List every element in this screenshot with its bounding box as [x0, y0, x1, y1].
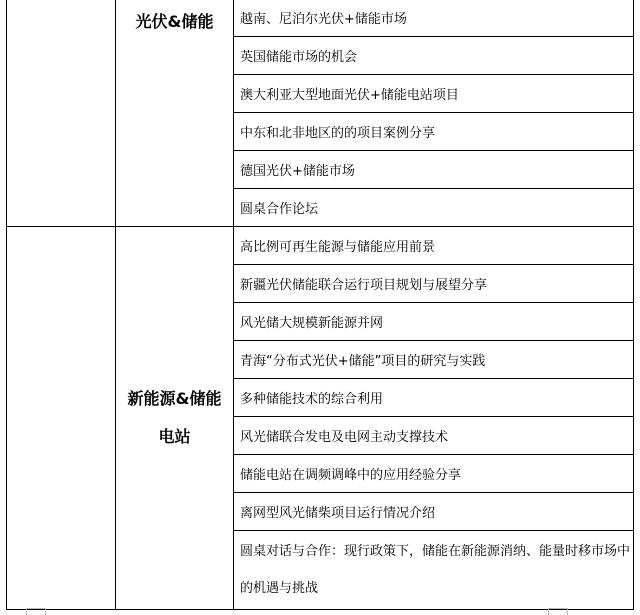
page-break-markers	[0, 606, 640, 614]
category-cell	[116, 227, 234, 610]
agenda-item: 青海“分布式光伏+储能”项目的研究与实践	[234, 341, 634, 379]
category-label: 光伏&储能	[135, 12, 214, 31]
agenda-item: 风光储大规模新能源并网	[234, 303, 634, 341]
table-row	[7, 227, 634, 265]
agenda-item: 德国光伏+储能市场	[234, 151, 634, 189]
category-label-line2: 电站	[158, 427, 191, 446]
agenda-item: 风光储联合发电及电网主动支撑技术	[234, 417, 634, 455]
table-row	[7, 0, 634, 37]
agenda-item: 越南、尼泊尔光伏+储能市场	[234, 0, 634, 37]
agenda-item: 离网型风光储柴项目运行情况介绍	[234, 493, 634, 531]
agenda-table	[6, 0, 634, 610]
empty-cell	[7, 227, 116, 610]
agenda-item: 英国储能市场的机会	[234, 37, 634, 75]
agenda-item: 储能电站在调频调峰中的应用经验分享	[234, 455, 634, 493]
agenda-item: 澳大利亚大型地面光伏+储能电站项目	[234, 75, 634, 113]
agenda-item: 中东和北非地区的的项目案例分享	[234, 113, 634, 151]
category-cell	[116, 0, 234, 227]
category-label-line1: 新能源&储能	[127, 389, 222, 408]
agenda-item: 多种储能技术的综合利用	[234, 379, 634, 417]
agenda-item: 圆桌对话与合作：现行政策下，储能在新能源消纳、能量时移市场中的机遇与挑战	[234, 531, 634, 610]
empty-cell	[7, 0, 116, 227]
agenda-item: 圆桌合作论坛	[234, 189, 634, 227]
agenda-item: 高比例可再生能源与储能应用前景	[234, 227, 634, 265]
agenda-item: 新疆光伏储能联合运行项目规划与展望分享	[234, 265, 634, 303]
